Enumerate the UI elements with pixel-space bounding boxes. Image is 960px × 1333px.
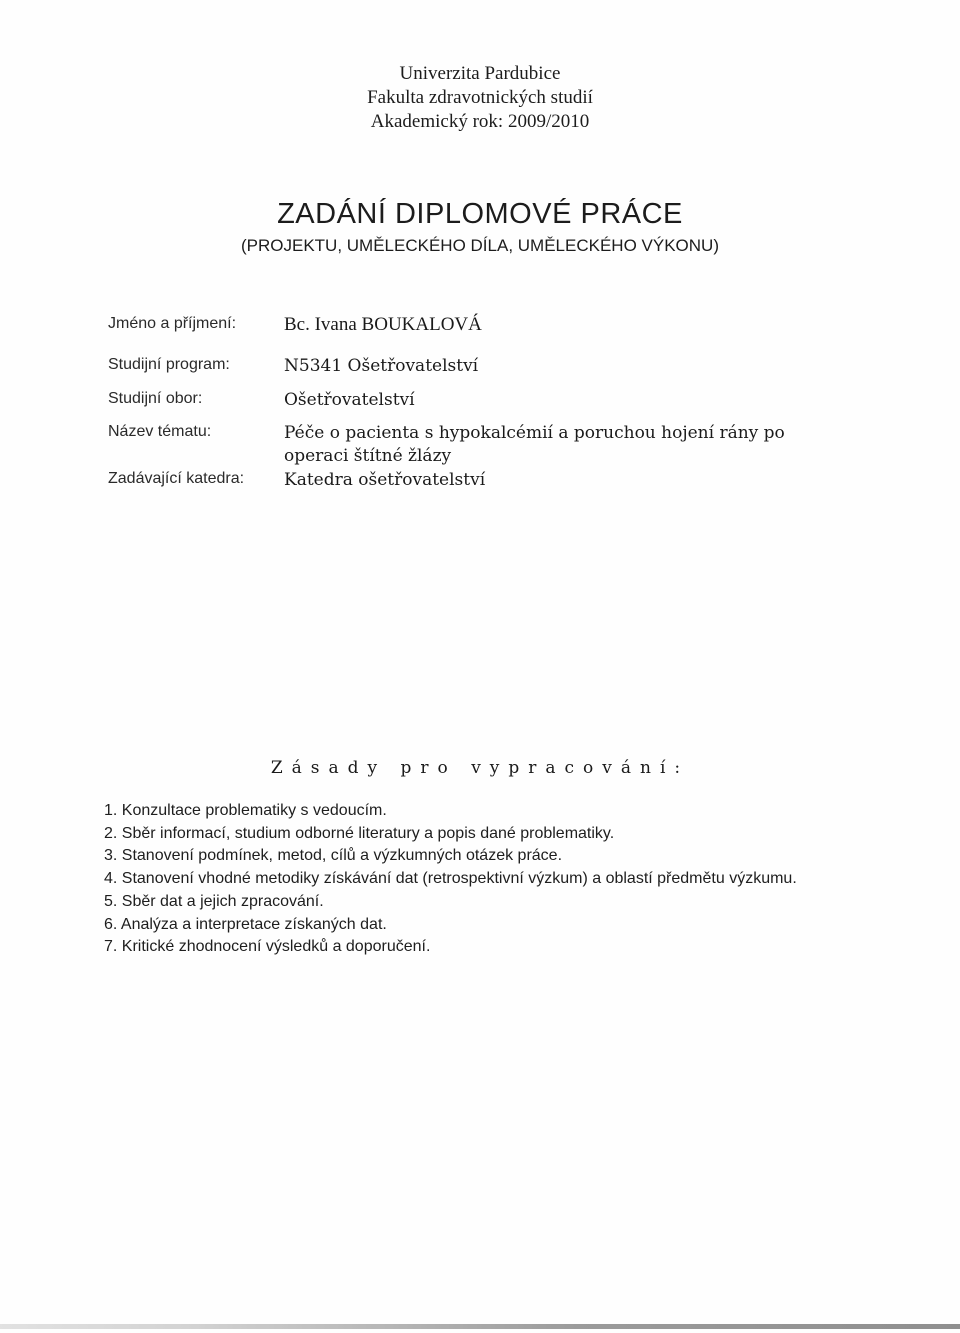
program-value: N5341 Ošetřovatelství <box>284 356 479 376</box>
list-item: 5. Sběr dat a jejich zpracování. <box>104 892 324 910</box>
info-row-program <box>108 355 848 389</box>
university-name: Univerzita Pardubice <box>399 63 561 84</box>
document-title: ZADÁNÍ DIPLOMOVÉ PRÁCE <box>277 198 683 230</box>
list-item: 3. Stanovení podmínek, metod, cílů a výzkumných otázek práce. <box>104 847 563 865</box>
list-item: 7. Kritické zhodnocení výsledků a doporučení. <box>104 938 431 956</box>
title-block <box>0 196 960 257</box>
faculty-name: Fakulta zdravotnických studií <box>367 87 593 108</box>
topic-value: Péče o pacienta s hypokalcémií a poruchou hojení rány po operaci štítné žlázy <box>284 423 785 466</box>
info-row-topic <box>108 422 848 469</box>
info-row-name <box>108 313 848 355</box>
info-row-department <box>108 469 848 499</box>
topic-label: Název tématu: <box>108 423 212 440</box>
thesis-info <box>108 313 848 499</box>
document-subtitle: (PROJEKTU, UMĚLECKÉHO DÍLA, UMĚLECKÉHO VÝKONU) <box>241 236 719 255</box>
field-label: Studijní obor: <box>108 390 203 407</box>
principles-list <box>104 800 848 959</box>
info-row-field <box>108 389 848 422</box>
program-label: Studijní program: <box>108 356 230 373</box>
principles-heading: Zásady pro vypracování: <box>270 758 690 778</box>
name-value: Bc. Ivana BOUKALOVÁ <box>284 314 482 335</box>
list-item: 1. Konzultace problematiky s vedoucím. <box>104 802 387 819</box>
department-value: Katedra ošetřovatelství <box>284 470 486 490</box>
list-item: 4. Stanovení vhodné metodiky získávání dat (retrospektivní výzkum) a oblastí předmětu výzkumu. <box>104 870 797 888</box>
field-value: Ošetřovatelství <box>284 390 415 410</box>
academic-year: Akademický rok: 2009/2010 <box>370 111 590 132</box>
document-header <box>0 62 960 134</box>
list-item: 6. Analýza a interpretace získaných dat. <box>104 915 387 933</box>
department-label: Zadávající katedra: <box>108 470 245 487</box>
scan-edge-line <box>0 1324 960 1329</box>
name-label: Jméno a příjmení: <box>108 315 237 332</box>
list-item: 2. Sběr informací, studium odborné literatury a popis dané problematiky. <box>104 824 615 842</box>
